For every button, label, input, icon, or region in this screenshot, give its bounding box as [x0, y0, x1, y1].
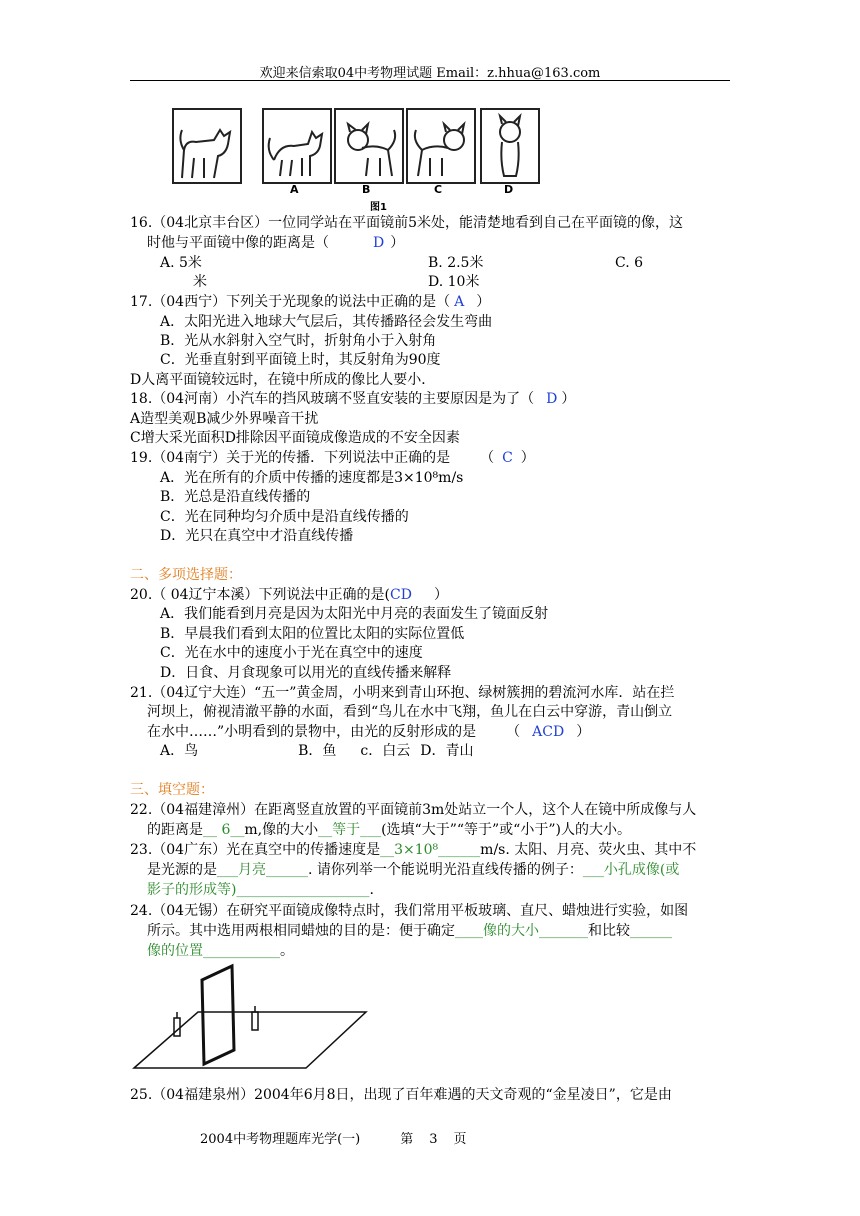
- header-divider: [130, 80, 730, 81]
- q16-option-a-wrap: 米: [193, 274, 207, 290]
- q24-blank-position: 像的位置___________: [147, 943, 280, 959]
- q23-blank-non-source: ___月亮______: [217, 862, 308, 878]
- q21-answer: ACD: [532, 724, 565, 740]
- section-2-title: 二、多项选择题：: [130, 567, 242, 583]
- q16-option-d: D. 10米: [428, 274, 480, 290]
- figure-original-frame: [172, 108, 242, 184]
- footer-page-number: 3: [429, 1132, 438, 1147]
- q23-blank-example-cont: 影子的形成等)___________________: [147, 882, 370, 898]
- cat-icon: [336, 110, 402, 182]
- cat-icon: [174, 110, 240, 182]
- q18-stem: 18.（04河南）小汽车的挡风玻璃不竖直安装的主要原因是为了（ D ）: [130, 391, 576, 407]
- q19-option-b: B．光总是沿直线传播的: [160, 489, 311, 505]
- mirror-experiment-diagram: [130, 960, 370, 1072]
- q20-answer: CD: [390, 587, 412, 603]
- q20-option-a: A．我们能看到月亮是因为太阳光中月亮的表面发生了镜面反射: [160, 606, 549, 622]
- section-3-title: 三、填空题：: [130, 782, 214, 798]
- q16-stem-line2: 时他与平面镜中像的距离是（ D ）: [147, 235, 405, 251]
- q24-line1: 24.（04无锡）在研究平面镜成像特点时，我们常用平板玻璃、直尺、蜡烛进行实验，如图: [130, 903, 689, 919]
- q16-option-a: A. 5米: [160, 255, 202, 271]
- q23-line3: 影子的形成等)___________________.: [147, 882, 374, 898]
- q21-line2: 河坝上，俯视清澈平静的水面，看到“鸟儿在水中飞翔，鱼儿在白云中穿游，青山倒立: [147, 704, 673, 720]
- q21-options: A．鸟 B．鱼 c．白云 D．青山: [160, 743, 474, 759]
- cat-icon: [482, 110, 538, 182]
- q16-answer: D: [373, 235, 385, 251]
- q24-blank-size: ____像的大小_______: [455, 923, 588, 939]
- q20-stem: 20.（ 04辽宁本溪）下列说法中正确的是(CD ）: [130, 587, 448, 603]
- figure-option-c-frame: [406, 108, 476, 184]
- candle-right-icon: [252, 1012, 258, 1030]
- q19-option-a: A．光在所有的介质中传播的速度都是3×10⁸m/s: [160, 470, 464, 486]
- q16-stem-line1: 16.（04北京丰台区）一位同学站在平面镜前5米处，能清楚地看到自己在平面镜的像，这: [130, 215, 683, 231]
- figure-caption: 图1: [370, 202, 387, 213]
- q16-option-c: C. 6: [615, 255, 644, 271]
- candle-left-icon: [174, 1018, 180, 1036]
- footer-title: 2004中考物理题库光学(一): [200, 1132, 361, 1147]
- q21-line1: 21.（04辽宁大连）“五一”黄金周，小明来到青山环抱、绿树簇拥的碧流河水库．站在拦: [130, 685, 675, 701]
- q23-blank-example: ___小孔成像(或: [582, 862, 680, 878]
- figure-option-a-frame: [262, 108, 332, 184]
- figure-option-b-frame: [334, 108, 404, 184]
- q19-answer: C: [502, 450, 513, 466]
- q23-blank-speed: __3×10⁸______: [380, 842, 481, 858]
- q22-blank-size: __等于___: [318, 822, 382, 838]
- page-footer: 2004中考物理题库光学(一) 第 3 页: [200, 1132, 467, 1147]
- q17-option-c: C．光垂直射到平面镜上时，其反射角为90度: [160, 352, 441, 368]
- q16-option-b: B. 2.5米: [428, 255, 484, 271]
- q24-blank-position-pre: ______: [630, 923, 672, 939]
- q17-option-d: D人离平面镜较远时，在镜中所成的像比人要小．: [130, 372, 436, 388]
- q23-line2: 是光源的是___月亮______. 请你列举一个能说明光沿直线传播的例子：___小孔成像(或: [147, 862, 680, 878]
- q24-line3: 像的位置___________。: [147, 943, 294, 959]
- cat-icon: [408, 110, 474, 182]
- q18-options-cd: C增大采光面积D排除因平面镜成像造成的不安全因素: [130, 430, 460, 446]
- q22-line2: 的距离是__ 6__m,像的大小__等于___(选填“大于”“等于”或“小于”)人的大小。: [147, 822, 631, 838]
- q19-option-d: D．光只在真空中才沿直线传播: [160, 528, 354, 544]
- q20-option-c: C．光在水中的速度小于光在真空中的速度: [160, 645, 423, 661]
- figure-label-b: B: [362, 183, 371, 196]
- q20-option-b: B．早晨我们看到太阳的位置比太阳的实际位置低: [160, 626, 465, 642]
- mirror-candle-figure: [130, 960, 370, 1076]
- figure-option-d-frame: [480, 108, 540, 184]
- q22-line1: 22.（04福建漳州）在距离竖直放置的平面镜前3m处站立一个人，这个人在镜中所成像与人: [130, 802, 697, 818]
- q20-option-d: D．日食、月食现象可以用光的直线传播来解释: [160, 665, 452, 681]
- cat-icon: [264, 110, 330, 182]
- q18-answer: D: [546, 391, 558, 407]
- q17-answer: A: [454, 294, 465, 310]
- q22-blank-distance: __ 6__: [203, 822, 245, 838]
- figure-label-a: A: [290, 183, 299, 196]
- q25-line1: 25.（04福建泉州）2004年6月8日，出现了百年难遇的天文奇观的“金星凌日”，它是由: [130, 1087, 672, 1103]
- page-header: 欢迎来信索取04中考物理试题 Email：z.hhua@163.com: [259, 66, 601, 81]
- q18-options-ab: A造型美观B减少外界噪音干扰: [130, 411, 319, 427]
- q19-option-c: C．光在同种均匀介质中是沿直线传播的: [160, 509, 409, 525]
- figure-label-c: C: [434, 183, 443, 196]
- figure-label-d: D: [504, 183, 514, 196]
- q23-line1: 23.（04广东）光在真空中的传播速度是__3×10⁸______m/s. 太阳、月亮、荧火虫、其中不: [130, 842, 697, 858]
- q17-stem: 17.（04西宁）下列关于光现象的说法中正确的是（ A ）: [130, 294, 491, 310]
- q21-line3: 在水中……”小明看到的景物中，由光的反射形成的是 （ ACD ）: [147, 724, 591, 740]
- q24-line2: 所示。其中选用两根相同蜡烛的目的是：便于确定____像的大小_______和比较______: [147, 923, 672, 939]
- q17-option-b: B．光从水斜射入空气时，折射角小于入射角: [160, 333, 437, 349]
- q19-stem: 19.（04南宁）关于光的传播．下列说法中正确的是 （ C ）: [130, 450, 535, 466]
- q17-option-a: A．太阳光进入地球大气层后，其传播路径会发生弯曲: [160, 314, 493, 330]
